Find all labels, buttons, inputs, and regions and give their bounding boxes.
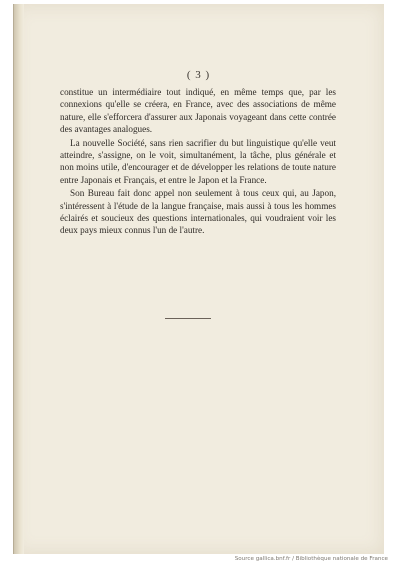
- source-credit: Source gallica.bnf.fr / Bibliothèque nationale de France: [234, 556, 388, 562]
- page-number: ( 3 ): [186, 69, 211, 81]
- section-divider: [165, 318, 211, 319]
- body-text: [60, 86, 336, 238]
- paragraph-3: Son Bureau fait donc appel non seulement à tous ceux qui, au Japon, s'intéressent à l'étude de la langue française, mais aussi à tous les hommes éclairés et soucieux des questions internationales, qui voudraient voir les deux pays mieux connus l'un de l'autre.: [60, 188, 336, 236]
- paragraph-2: La nouvelle Société, sans rien sacrifier du but linguistique qu'elle veut atteindre, s'assigne, on le voit, simultanément, la tâche, plus générale et non moins utile, d'encourager et de développer les relations de toute nature entre Japonais et Français, et entre le Japon et la France.: [60, 137, 336, 185]
- scanned-page: [13, 4, 384, 554]
- paragraph-1: constitue un intermédiaire tout indiqué, en même temps que, par les connexions qu'elle se créera, en France, avec des associations de même nature, elle s'efforcera d'assurer aux Japonais voyageant dans cette contrée des avantages analogues.: [60, 87, 336, 135]
- page-gutter: [13, 4, 24, 554]
